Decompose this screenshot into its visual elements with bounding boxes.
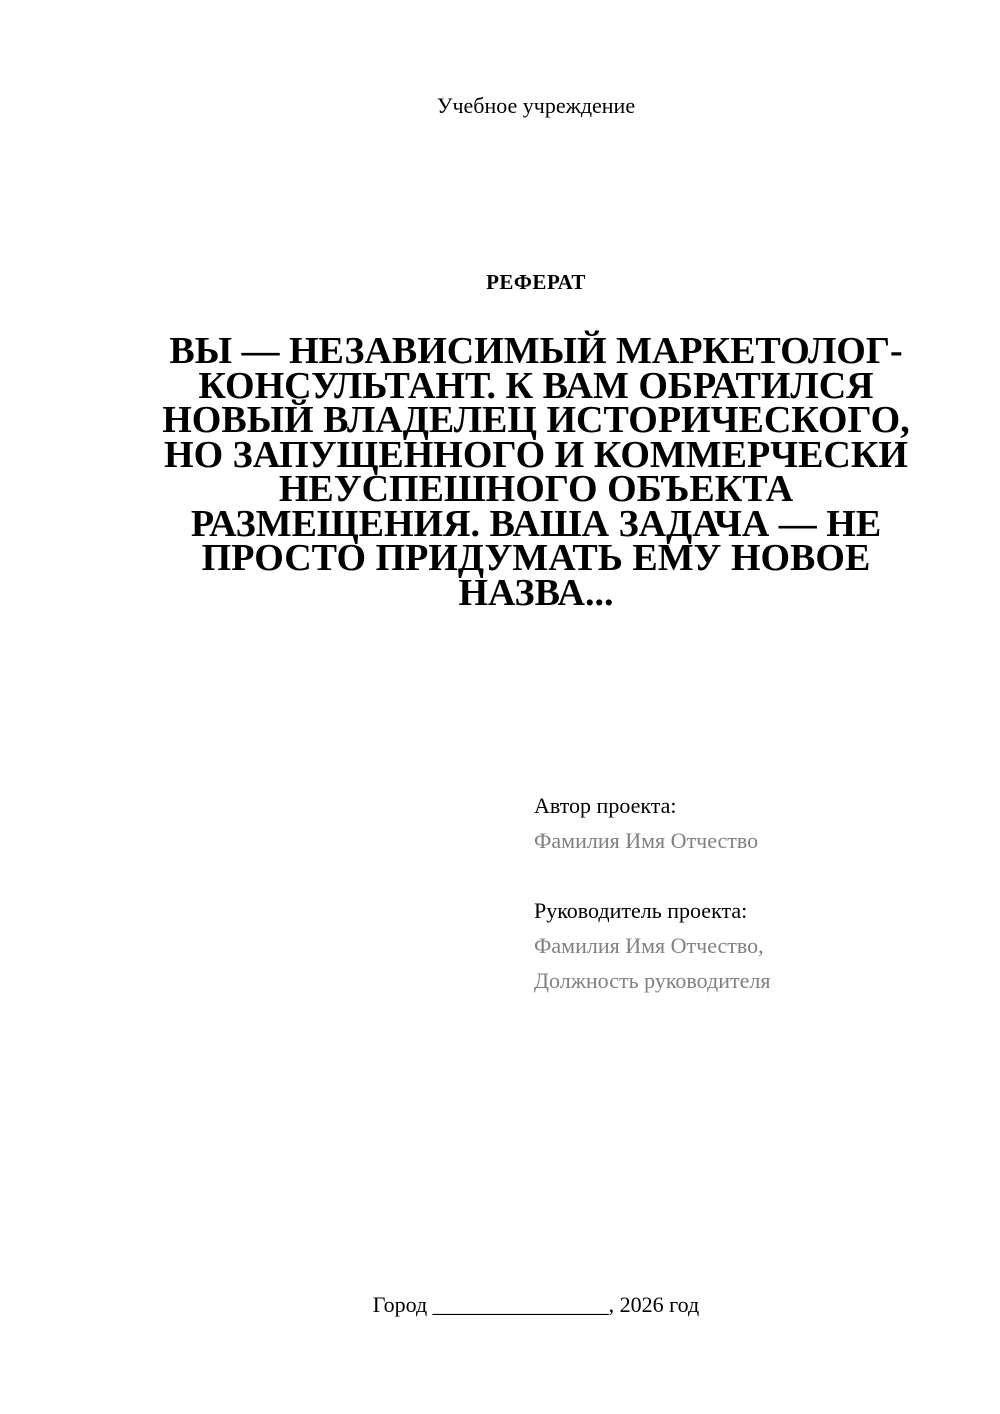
author-label: Автор проекта:	[534, 793, 677, 818]
author-name: Фамилия Имя Отчество	[534, 828, 759, 853]
author-group	[534, 788, 974, 858]
document-title: ВЫ — НЕЗАВИСИМЫЙ МАРКЕТОЛОГ-КОНСУЛЬТАНТ. К ВАМ ОБРАТИЛСЯ НОВЫЙ ВЛАДЕЛЕЦ ИСТОРИЧЕСКОГО, НО ЗАПУЩЕННОГО И КОММЕРЧЕСКИ НЕУСПЕШНОГО ОБЪЕКТА РАЗМЕЩЕНИЯ. ВАША ЗАДАЧА — НЕ ПРОСТО ПРИДУМАТЬ ЕМУ НОВОЕ НАЗВА...	[162, 330, 910, 614]
credits-block	[534, 788, 974, 1033]
supervisor-name: Фамилия Имя Отчество,	[534, 933, 764, 958]
supervisor-position: Должность руководителя	[534, 968, 771, 993]
document-type: РЕФЕРАТ	[486, 270, 586, 294]
supervisor-group	[534, 893, 974, 998]
institution-name: Учебное учреждение	[436, 93, 636, 118]
supervisor-label: Руководитель проекта:	[534, 898, 748, 923]
city-year-line: Город ________________, 2026 год	[372, 1292, 700, 1317]
